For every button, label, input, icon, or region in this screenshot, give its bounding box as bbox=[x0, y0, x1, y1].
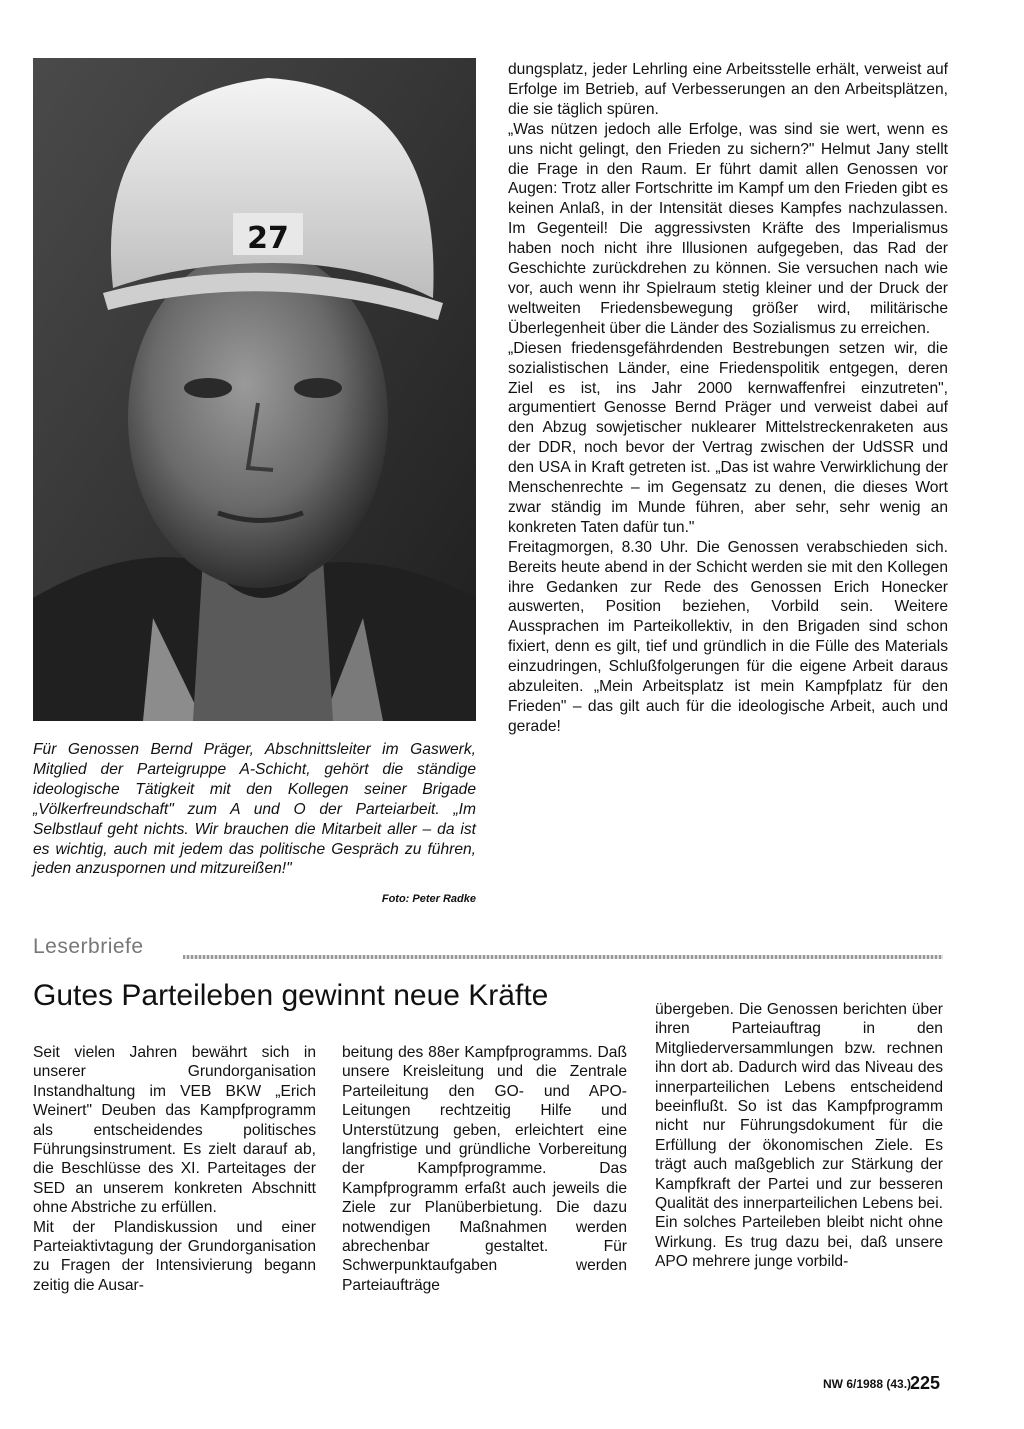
letter-column-2 bbox=[342, 1043, 627, 1295]
letter-paragraph: Seit vielen Jahren bewährt sich in unserer Grundorganisation Instandhaltung im VEB BKW „Erich Weinert" Deuben das Kampfprogramm als entscheidendes politisches Führungsinstrument. Es zielt darauf ab, die Beschlüsse des XI. Parteitages der SED an unserem konkreten Abschnitt ohne Abstriche zu erfüllen. bbox=[33, 1044, 316, 1217]
portrait-photo bbox=[33, 58, 476, 721]
section-header bbox=[33, 935, 943, 963]
article-column bbox=[508, 60, 948, 737]
helmet-number: 27 bbox=[247, 221, 289, 256]
section-label: Leserbriefe bbox=[33, 935, 154, 959]
section-rule bbox=[183, 955, 943, 959]
letter-headline: Gutes Parteileben gewinnt neue Kräfte bbox=[33, 979, 549, 1012]
article-paragraph: Freitagmorgen, 8.30 Uhr. Die Genossen verabschieden sich. Bereits heute abend in der Schicht werden sie mit den Kollegen ihre Gedanken zur Rede des Genossen Erich Honecker auswerten, Position beziehen, Vorbild sein. Weitere Aussprachen im Parteikollektiv, in den Brigaden sind schon fixiert, denn es gilt, tief und gründlich in die Fülle des Materials einzudringen, Schlußfolgerungen für die eigene Arbeit daraus abzuleiten. „Mein Arbeitsplatz ist mein Kampfplatz für den Frieden" – das gilt auch für die ideologische Arbeit, auch und gerade! bbox=[508, 538, 948, 735]
letter-paragraph: übergeben. Die Genossen berichten über ihren Parteiauftrag in den Mitgliederversammlungen bzw. rechnen ihn dort ab. Dadurch wird das Niveau des innerparteilichen Lebens entscheidend beeinflußt. So ist das Kampfprogramm nicht nur Führungsdokument für die Erfüllung der ökonomischen Ziele. Es trägt auch maßgeblich zur Stärkung der Kampfkraft der Partei und zur besseren Qualität des innerparteilichen Lebens bei. Ein solches Parteileben bleibt nicht ohne Wirkung. Es trug dazu bei, daß unsere APO mehrere junge vorbild- bbox=[655, 1001, 943, 1271]
letter-paragraph: beitung des 88er Kampfprogramms. Daß unsere Kreisleitung und die Zentrale Parteileitung den GO- und APO-Leitungen rechtzeitig Hilfe und Unterstützung geben, erleichtert eine langfristige und gründliche Vorbereitung der Kampfprogramme. Das Kampfprogramm erfaßt auch jeweils die Ziele zur Planüberbietung. Die dazu notwendigen Maßnahmen werden abrechenbar gestaltet. Für Schwerpunktaufgaben werden Parteiaufträge bbox=[342, 1044, 627, 1294]
letter-column-1 bbox=[33, 1043, 316, 1295]
caption-text: Für Genossen Bernd Präger, Abschnittsleiter im Gaswerk, Mitglied der Parteigruppe A-Schicht, gehört die ständige ideologische Tätigkeit mit den Kollegen seiner Brigade „Völkerfreundschaft" zum A und O der Parteiarbeit. „Im Selbstlauf geht nichts. Wir brauchen die Mitarbeit aller – da ist es wichtig, auch mit jedem das politische Gespräch zu führen, jeden anzuspornen und mitzureißen!" bbox=[33, 741, 476, 878]
article-paragraph: dungsplatz, jeder Lehrling eine Arbeitsstelle erhält, verweist auf Erfolge im Betrieb, auf Verbesserungen an den Arbeitsplätzen, die sie täglich spüren. bbox=[508, 61, 948, 118]
portrait-illustration bbox=[33, 58, 476, 721]
letter-column-3 bbox=[655, 1000, 943, 1272]
issue-reference: NW 6/1988 (43.) bbox=[823, 1377, 912, 1391]
page-number: 225 bbox=[910, 1373, 941, 1393]
photo-caption bbox=[33, 740, 476, 879]
letter-paragraph: Mit der Plandiskussion und einer Parteiaktivtagung der Grundorganisation zu Fragen der Intensivierung begann zeitig die Ausar- bbox=[33, 1218, 316, 1294]
article-paragraph: „Was nützen jedoch alle Erfolge, was sind sie wert, wenn es uns nicht gelingt, den Frieden zu sichern?" Helmut Jany stellt die Frage in den Raum. Er führt damit allen Genossen vor Augen: Trotz aller Fortschritte im Kampf um den Frieden gibt es keinen Anlaß, in der Intensität dieses Kampfes nachzulassen. Im Gegenteil! Die aggressivsten Kräfte des Imperialismus haben noch nicht ihre Illusionen aufgegeben, das Rad der Geschichte zurückdrehen zu können. Sie versuchen nach wie vor, auch wenn ihr Spielraum stetig kleiner und der Druck der weltweiten Friedensbewegung größer wird, militärische Überlegenheit über die Länder des Sozialismus zu erreichen. bbox=[508, 120, 948, 337]
article-paragraph: „Diesen friedensgefährdenden Bestrebungen setzen wir, die sozialistischen Länder, eine Friedenspolitik entgegen, deren Ziel es ist, ins Jahr 2000 kernwaffenfrei einzutreten", argumentiert Genosse Bernd Präger und verweist dabei auf den Abzug sowjetischer nuklearer Mittelstreckenraketen aus der DDR, noch bevor der Vertrag zwischen der UdSSR und den USA in Kraft getreten ist. „Das ist wahre Verwirklichung der Menschenrechte – im Gegensatz zu denen, die dieses Wort zwar ständig im Munde führen, aber sehr, sehr wenig an konkreten Taten dafür tun." bbox=[508, 339, 948, 536]
photo-credit: Foto: Peter Radke bbox=[381, 893, 476, 905]
